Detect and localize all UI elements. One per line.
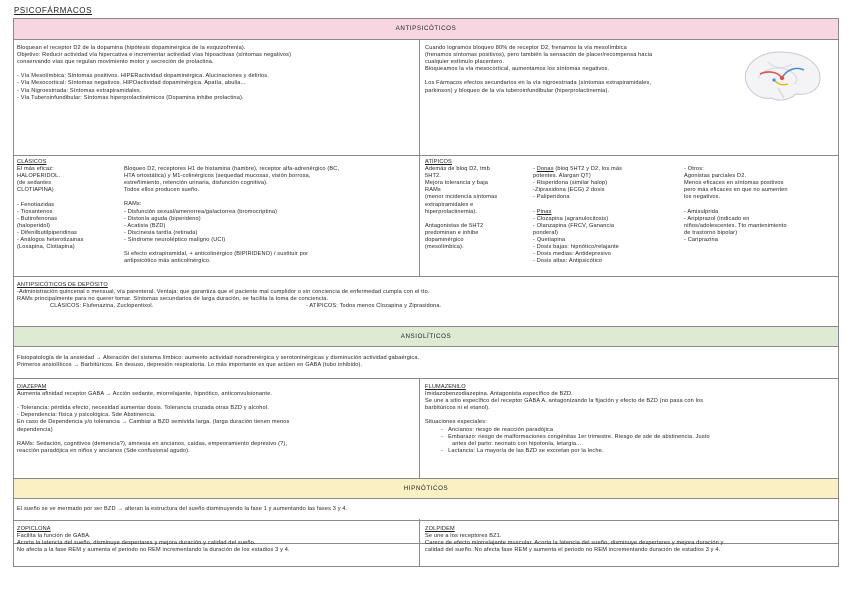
antipsicoticos-types-row	[14, 155, 838, 276]
antipsicoticos-intro-row	[14, 39, 838, 155]
atipicos-heading: ATÍPICOS	[425, 159, 452, 165]
zopiclona-text: ZOPICLONA Facilita la función de GABA. Acorta la latencia del sueño, disminuye despertares y mejora duración y calidad del sueño. No afecta a la fase REM y aumenta el periodo no REM incrementando la duración de los estadios 3 y 4.	[17, 526, 290, 554]
diazepam-heading: DIAZEPAM	[17, 384, 47, 390]
antipsicoticos-intro-right: Cuando logramos bloqueo 80% de receptor D2, frenamos la vía mesolímbica (frenamos síntomas positivos), pero también la sensación de placer/recompensa hacia cualquier estímulo placentero. Bloqueamos la vía mesocortical, aumentamos los síntomas negativos. Los Fármacos efectos secundarios en la vía nigroestriada (síntomas extrapiramidales, parkinson) y bloqueo de la vía tuberoinfundibular (hiperprolactinemia).	[425, 45, 653, 94]
summary-table	[13, 18, 839, 544]
atipicos-col3: - Otros: Agonistas parciales D2. Menos eficaces en síntomas positivos pero más eficaces en que no aumenten los negativos. - Amisulprida - Aripiprazol (indicado en niños/adolescentes. Tto mantenimiento de trastorno bipolar) - Cariprazina	[684, 166, 788, 243]
ansioliticos-drugs-row	[14, 378, 838, 478]
hipnoticos-intro-row	[14, 498, 838, 520]
ansioliticos-intro: Fisiopatología de la ansiedad → Alteración del sistema límbico: aumento actividad noradrenérgica y serotoninérgicas y disminución actividad gabaérgica. Primeros ansiolíticos → Barbitúricos. En desuso, depresión respiratoria. Lo más importante es que actúen en GABA (tubo inhibido).	[17, 355, 420, 369]
atipicos-col1: ATÍPICOS Además de bloq D2, tmb 5HT2. Mejora tolerancia y baja RAMs (menor incidencia síntomas extrapiramidales e hiperprolactinemia). Antagonistas de 5HT2 predominan e inhibe dopaminérgico (mesolímbica).	[425, 159, 498, 251]
ansioliticos-intro-row	[14, 346, 838, 378]
flumazenilo-heading: FLUMAZENILO	[425, 384, 466, 390]
zolpidem-text: ZOLPIDEM Se une a los receptores BZ1. Carece de efecto miorrelajante muscular. Acorta la latencia del sueño, disminuye despertares y mejora duración y calidad del sueño. No afecta fase REM y aumenta el periodo no REM incrementando duración de estadios 3 y 4.	[425, 526, 724, 554]
document-title: PSICOFÁRMACOS	[14, 6, 93, 15]
clasicos-list: CLÁSICOS El más eficaz: HALOPERIDOL. (de sedantes CLOTIAPINA) - Fenotiazidas - Tioxantenos - Butirofenonas (haloperidol) - Difenilbutilpiperidinas - Análogos heterotizainas (Loxapina, Clotiapina)	[17, 159, 84, 251]
deposito-text: ANTIPSICÓTICOS DE DEPÓSITO -Administración quincenal o mensual, vía parenteral. Ventaja: que garantiza que el paciente mal cumplidor o sin conciencia de enfermedad cumpla con el tto. RAMs principalmente para no querer tomar. Síntomas secundarios de larga duración, se facilita la toma de conciencia.	[17, 282, 430, 303]
zolpidem-heading: ZOLPIDEM	[425, 526, 455, 532]
antipsicoticos-intro-left: Bloquean el receptor D2 de la dopamina (hipótesis dopaminérgica de la esquizofrenia). Objetivo: Reducir actividad vía hipercativa e incrementar actividad vías hipoactivas (síntomas negativos) conservando vías que regulan movimiento motor y secreción de prolactina. - Vía Mesolímbica: Síntomas positivos. HIPERactividad dopaminérgica. Alucinaciones y delirios. - Vía Mesocortical: Síntomas negativos. HIPOactividad dopaminérgica. Apatía, abulia... - Vía Nigroestriada: Síntomas extrapiramidales. - Vía Tuberoinfundibular: Síntomas hiperprolactinémicos (Dopamina inhibe prolactina).	[17, 45, 292, 101]
atipicos-col2: - Donas (bloq 5HT2 y D2, los más potentes. Alargan QT) - Risperidona (similar halop) -Ziprasidona (ECG) 2 dosis - Paliperidona - Pinas - Clozapina (agranulocitosis) - Olanzapina (FRCV, Ganancia ponderal) - Quetiapina - Dosis bajas: hipnótico/relajante - Dosis medias: Antidepresivo - Dosis altas: Antipsicótico	[533, 166, 623, 265]
diazepam-text: DIAZEPAM Aumenta afinidad receptor GABA → Acción sedante, miorrelajante, hipnótico, anticonvulsionante. - Tolerancia: pérdida efecto, necesidad aumentar dosis. Tolerancia cruzada otras BZD y alcohol. - Dependencia: física y psicológica. Sde Abstinencia. En caso de Dependencia y/o tolerancia → Cambiar a BZD semivida larga. (larga duración tienen menos dependencia) RAMs: Sedación, cognitivos (demencia?), amnesia en ancianos, caídas, empeoramiento depresivo (?), reacción paradójica en niños y ancianos (Sde confusional agudo).	[17, 384, 290, 454]
flumazenilo-text: FLUMAZENILO Imidazobenzodiazepina. Antagonista específico de BZD. Se une a sitio específico del receptor GABA A, antagonizando la fijación y efecto de BZD (no pasa con los barbitúricos ni el etanol). Situaciones especiales: - Ancianos: riesgo de reacción paradójica - Embarazo: riesgo de malformaciones congénitas 1er trimestre. Riesgo de sde de abstinencia. Justo antes del parto: neonato con hipotonía, letargia... - Lactancia: La mayoría de las BZD se excretan por la leche.	[425, 384, 710, 454]
clasicos-details: Bloqueo D2, receptores H1 de histamina (hambre), receptor alfa-adrenérgico (BC, HTA ortostática) y M1-colinérgicos (sequedad mucosas, visión borrosa, estreñimiento, retención urinaria, disfunción cognitiva). Todos ellos producen sueño. RAMs: - Disfunción sexual/amenorrea/galactorrea (bromocriptina) - Distonía aguda (biperideno) - Acatisia (BZD) - Discinesia tardía (retirada) - Síndrome neuroléptico maligno (UCI) Si efecto extrapiramidal, + anticolinérgico (BIPIRIDENO) / sustituir por antipsicótico más anticolinérgico.	[124, 166, 340, 265]
hipnoticos-header: HIPNÓTICOS	[14, 478, 838, 498]
deposito-atipicos: - ATÍPICOS: Todos menos Clozapina y Ziprasidona.	[306, 303, 442, 309]
antipsicoticos-header: ANTIPSICÓTICOS	[14, 19, 838, 39]
brain-illustration-icon	[738, 48, 826, 106]
deposito-row	[14, 276, 838, 326]
zopiclona-heading: ZOPICLONA	[17, 526, 51, 532]
hipnoticos-drugs-table	[13, 519, 839, 567]
hipnoticos-intro: El sueño se ve mermado por ser BZD → alteran la estructura del sueño disminuyendo la fase 1 y aumentando las fases 3 y 4.	[17, 506, 348, 512]
ansioliticos-header: ANSIOLÍTICOS	[14, 326, 838, 346]
deposito-clasicos: CLÁSICOS: Flufenazina, Zuclopentixol.	[50, 303, 154, 309]
clasicos-heading: CLÁSICOS	[17, 159, 47, 165]
deposito-heading: ANTIPSICÓTICOS DE DEPÓSITO	[17, 282, 108, 288]
